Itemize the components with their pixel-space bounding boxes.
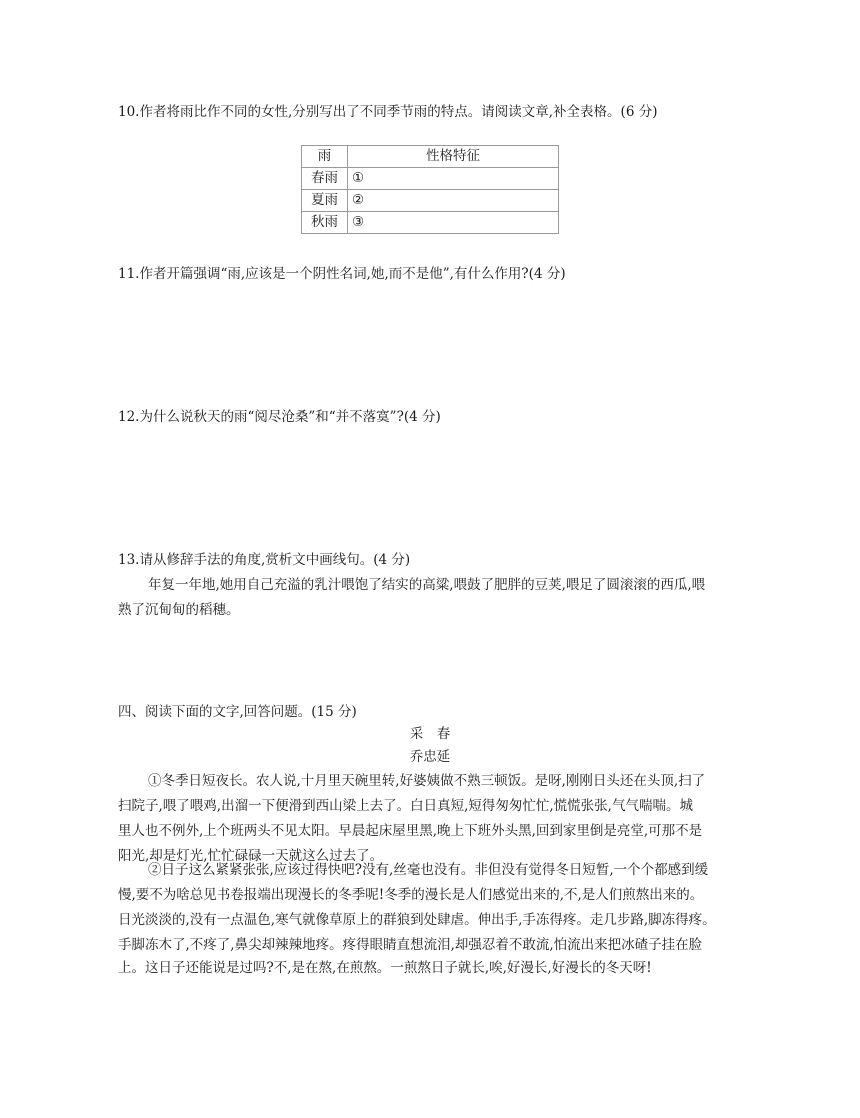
answer-table xyxy=(301,145,559,234)
paragraph-line: 阳光,却是灯光,忙忙碌碌一天就这么过去了。 xyxy=(118,848,384,864)
article-author: 乔忠延 xyxy=(409,749,451,765)
table-cell-season: 秋雨 xyxy=(302,212,348,234)
question-13: 13.请从修辞手法的角度,赏析文中画线句。(4 分) xyxy=(118,552,411,568)
table-header-row xyxy=(302,146,559,168)
paragraph-line: 手脚冻木了,不疼了,鼻尖却辣辣地疼。疼得眼睛直想流泪,却强忍着不敢流,怕流出来把冰碴子挂在脸 xyxy=(118,937,703,953)
table-row xyxy=(302,190,559,212)
table-cell-season: 夏雨 xyxy=(302,190,348,212)
quoted-sentence-line: 年复一年地,她用自己充溢的乳汁喂饱了结实的高粱,喂鼓了肥胖的豆荚,喂足了圆滚滚的西瓜,喂 xyxy=(148,577,706,593)
section-4-heading: 四、阅读下面的文字,回答问题。(15 分) xyxy=(118,704,357,720)
paragraph-line: 扫院子,喂了喂鸡,出溜一下便滑到西山梁上去了。白日真短,短得匆匆忙忙,慌慌张张,气气喘喘。城 xyxy=(118,798,693,814)
paragraph-line: 慢,要不为啥总见书卷报端出现漫长的冬季呢!冬季的漫长是人们感觉出来的,不,是人们煎熬出来的。 xyxy=(118,887,704,903)
question-10: 10.作者将雨比作不同的女性,分别写出了不同季节雨的特点。请阅读文章,补全表格。(6 分) xyxy=(118,104,658,120)
paragraph-line: ①冬季日短夜长。农人说,十月里天碗里转,好婆姨做不熟三顿饭。是呀,刚刚日头还在头顶,扫了 xyxy=(148,773,706,789)
table-cell-trait[interactable]: ① xyxy=(348,168,559,190)
paragraph-line: 日光淡淡的,没有一点温色,寒气就像草原上的群狼到处肆虐。伸出手,手冻得疼。走几步路,脚冻得疼。 xyxy=(118,912,716,928)
paragraph-line: 上。这日子还能说是过吗?不,是在熬,在煎熬。一煎熬日子就长,唉,好漫长,好漫长的冬天呀! xyxy=(118,960,652,976)
table-header-cell: 性格特征 xyxy=(348,146,559,168)
table-cell-trait[interactable]: ② xyxy=(348,190,559,212)
question-11: 11.作者开篇强调“雨,应该是一个阴性名词,她,而不是他”,有什么作用?(4 分) xyxy=(118,266,566,282)
article-title: 采 春 xyxy=(409,726,451,742)
table-cell-season: 春雨 xyxy=(302,168,348,190)
table-row xyxy=(302,168,559,190)
paragraph-line: ②日子这么紧紧张张,应该过得快吧?没有,丝毫也没有。非但没有觉得冬日短暂,一个个都感到缓 xyxy=(148,862,709,878)
quoted-sentence-line: 熟了沉甸甸的稻穗。 xyxy=(118,602,240,618)
table-row xyxy=(302,212,559,234)
question-12: 12.为什么说秋天的雨“阅尽沧桑”和“并不落寞”?(4 分) xyxy=(118,409,441,425)
table-cell-trait[interactable]: ③ xyxy=(348,212,559,234)
table-header-cell: 雨 xyxy=(302,146,348,168)
paragraph-line: 里人也不例外,上个班两头不见太阳。早晨起床屋里黑,晚上下班外头黑,回到家里倒是亮堂,可那不是 xyxy=(118,823,703,839)
